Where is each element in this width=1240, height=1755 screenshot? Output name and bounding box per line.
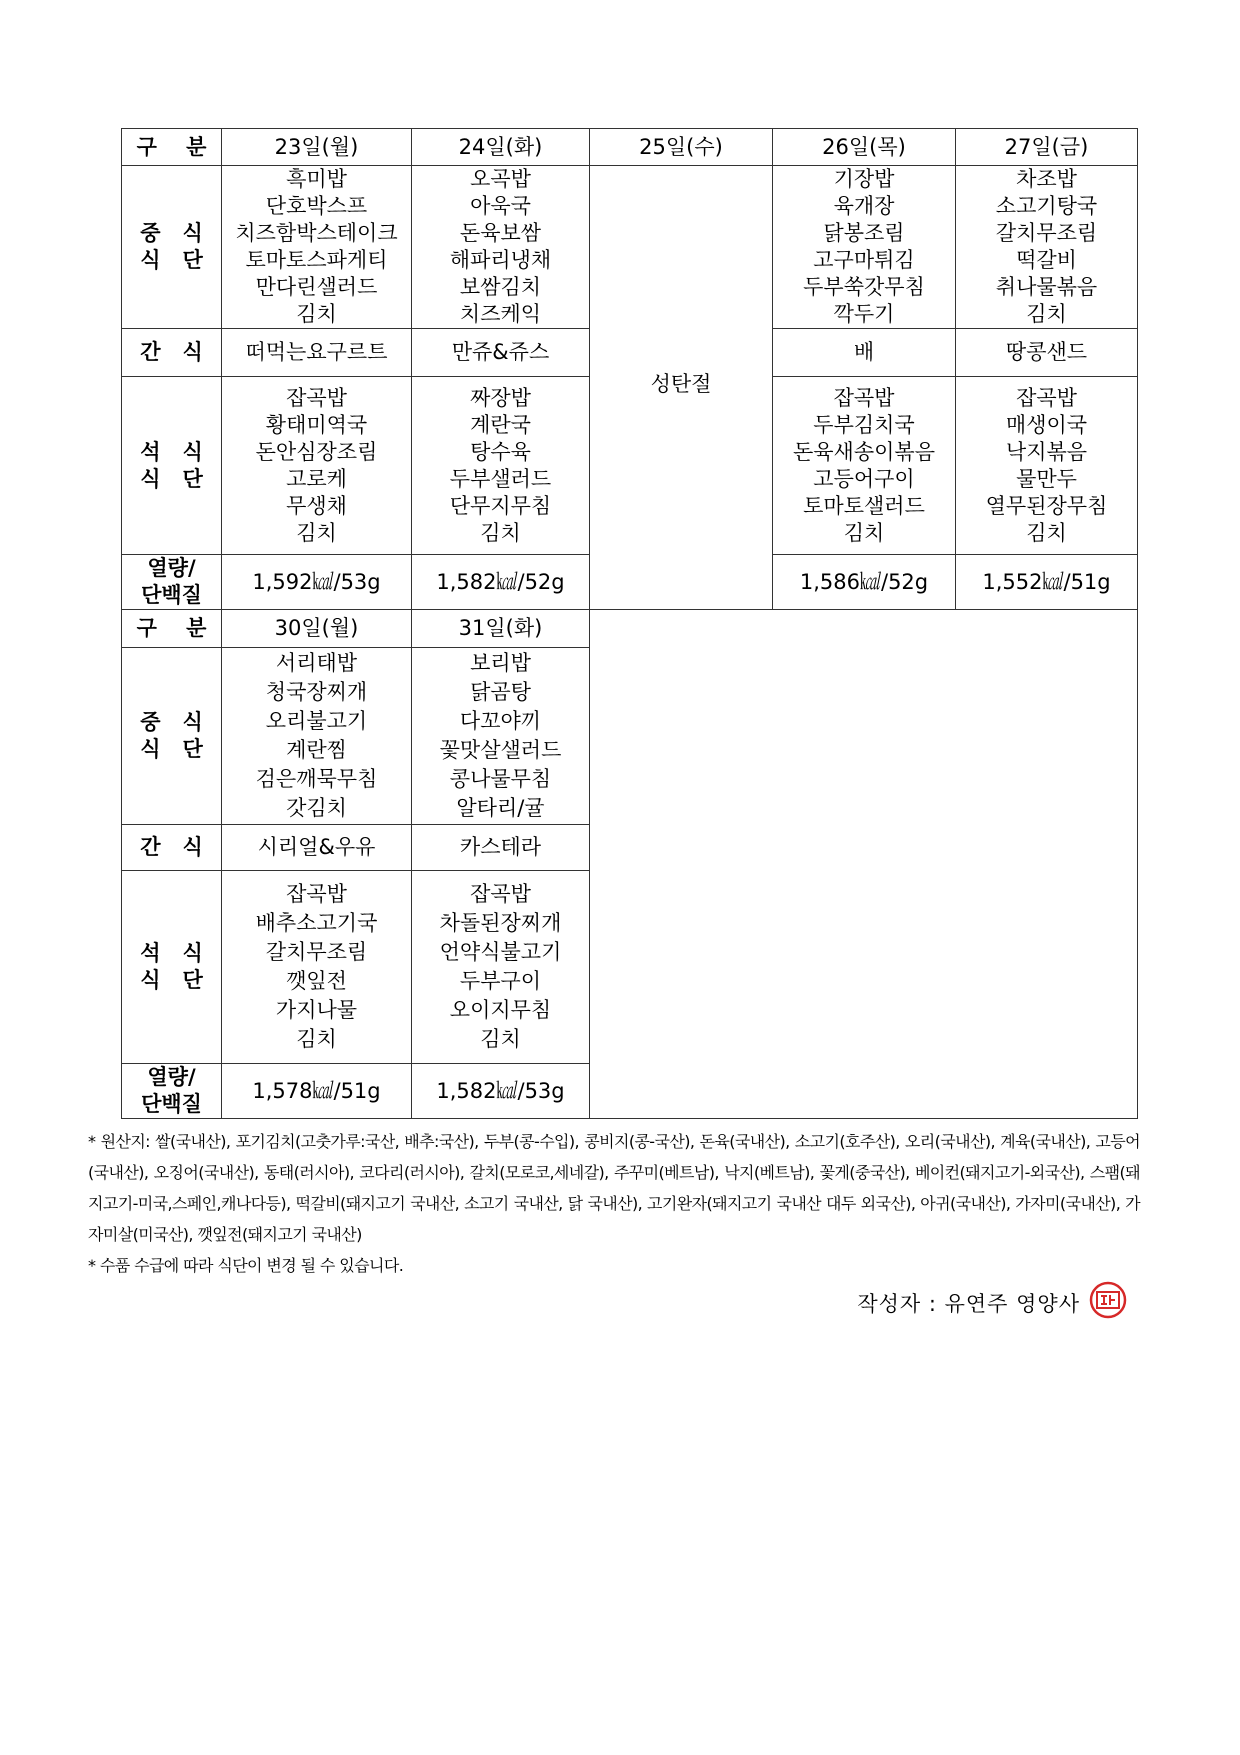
menu-item: 서리태밥 (275, 651, 358, 675)
menu-item: 치즈함박스테이크 (235, 221, 398, 245)
menu-item: 김치 (1026, 302, 1067, 326)
menu-item: 두부김치국 (813, 412, 915, 437)
menu-item: 갈치무조림 (995, 221, 1098, 245)
dinner-label-line2: 식 단 (140, 968, 203, 992)
dinner-31 (412, 871, 590, 1064)
notes-section (88, 1126, 1140, 1281)
menu-item: 언약식불고기 (439, 940, 562, 964)
lunch-27 (956, 166, 1138, 329)
menu-item: 배추소고기국 (255, 911, 378, 935)
menu-item: 차조밥 (1016, 167, 1077, 191)
menu-item: 김치 (1026, 520, 1067, 545)
energy-26: 1,586㎉/52g (773, 555, 956, 610)
energy-24: 1,582㎉/52g (412, 555, 590, 610)
menu-item: 기장밥 (833, 167, 895, 191)
menu-item: 떡갈비 (1016, 248, 1077, 272)
menu-item: 만다린샐러드 (255, 275, 378, 299)
meal-plan-table (121, 128, 1138, 1119)
dinner-30 (222, 871, 412, 1064)
menu-item: 고등어구이 (813, 466, 915, 491)
seal-stamp-icon (1088, 1280, 1128, 1320)
menu-item: 닭봉조림 (823, 221, 905, 245)
week2-header-row (122, 610, 1138, 648)
menu-item: 김치 (843, 520, 885, 545)
origin-note: * 원산지: 쌀(국내산), 포기김치(고춧가루:국산, 배추:국산), 두부(콩-수입), 콩비지(콩-국산), 돈육(국내산), 소고기(호주산), 오리(국내산), 계육(국내산), 고등어(국내산), 오징어(국내산), 동태(러시아), 코다리(러시아), 갈치(모로코,세네갈), 주꾸미(베트남), 낙지(베트남), 꽃게(중국산), 베이컨(돼지고기-외국산), 스팸(돼지고기-미국,스페인,캐나다등), 떡갈비(돼지고기 국내산, 소고기 국내산, 닭 국내산), 고기완자(돼지고기 국내산 대두 외국산), 아귀(국내산), 가자미(국내산), 가자미살(미국산), 깻잎전(돼지고기 국내산) (88, 1132, 1140, 1244)
day-header-26: 26일(목) (773, 129, 956, 166)
snack-23: 떠먹는요구르트 (222, 329, 412, 377)
menu-item: 김치 (480, 1027, 521, 1051)
menu-item: 낙지볶음 (1005, 439, 1088, 464)
menu-item: 돈안심장조림 (255, 439, 378, 464)
day-header-30: 30일(월) (222, 610, 412, 648)
menu-item: 오리불고기 (265, 709, 368, 733)
lunch-label-line1: 중 식 (140, 710, 203, 734)
menu-item: 단호박스프 (265, 194, 368, 218)
menu-item: 아욱국 (470, 194, 531, 218)
menu-item: 꽃맛살샐러드 (439, 738, 562, 762)
menu-item: 물만두 (1016, 466, 1077, 491)
dinner-27 (956, 377, 1138, 555)
menu-item: 무생채 (286, 493, 347, 518)
menu-item: 돈육보쌈 (459, 221, 542, 245)
week1-header-row (122, 129, 1138, 166)
lunch-23 (222, 166, 412, 329)
menu-item: 청국장찌개 (265, 680, 368, 704)
menu-item: 알타리/귤 (456, 796, 545, 820)
menu-item: 잡곡밥 (286, 385, 347, 410)
menu-item: 고로케 (286, 466, 347, 491)
week1-lunch-row (122, 166, 1138, 329)
menu-item: 잡곡밥 (833, 385, 895, 410)
menu-item: 김치 (296, 302, 337, 326)
menu-item: 잡곡밥 (470, 882, 531, 906)
menu-item: 잡곡밥 (286, 882, 347, 906)
menu-item: 오곡밥 (470, 167, 531, 191)
menu-item: 토마토스파게티 (245, 248, 388, 272)
snack-27: 땅콩샌드 (956, 329, 1138, 377)
menu-item: 육개장 (833, 194, 895, 218)
lunch-label (122, 166, 222, 329)
menu-item: 다꼬야끼 (459, 709, 542, 733)
energy-label (122, 555, 222, 610)
menu-item: 토마토샐러드 (803, 493, 925, 518)
menu-item: 닭곰탕 (470, 680, 531, 704)
holiday-25 (590, 166, 773, 610)
lunch-31 (412, 648, 590, 825)
menu-item: 보리밥 (470, 651, 531, 675)
menu-item: 고구마튀김 (813, 248, 915, 272)
menu-item: 치즈케익 (459, 302, 542, 326)
snack-label: 간 식 (122, 329, 222, 377)
header-label: 구 분 (122, 129, 222, 166)
energy-label-line1: 열량/ (147, 556, 196, 580)
day-header-24: 24일(화) (412, 129, 590, 166)
menu-item: 열무된장무침 (985, 493, 1108, 518)
menu-item: 보쌈김치 (459, 275, 542, 299)
menu-item: 김치 (296, 1027, 337, 1051)
lunch-label (122, 648, 222, 825)
dinner-24 (412, 377, 590, 555)
lunch-label-line1: 중 식 (140, 221, 203, 245)
menu-item: 짜장밥 (470, 385, 531, 410)
snack-30: 시리얼&우유 (222, 825, 412, 871)
lunch-label-line2: 식 단 (140, 248, 203, 272)
dinner-label-line1: 석 식 (140, 439, 203, 464)
dinner-26 (773, 377, 956, 555)
menu-item: 김치 (296, 520, 337, 545)
menu-item: 잡곡밥 (1016, 385, 1077, 410)
menu-item: 두부샐러드 (449, 466, 552, 491)
snack-label: 간 식 (122, 825, 222, 871)
menu-item: 갓김치 (286, 796, 347, 820)
empty-area (590, 610, 1138, 1119)
menu-item: 황태미역국 (265, 412, 368, 437)
menu-item: 차돌된장찌개 (439, 911, 562, 935)
energy-label (122, 1064, 222, 1119)
change-note: * 수품 수급에 따라 식단이 변경 될 수 있습니다. (88, 1256, 404, 1275)
author-line: 작성자 : 유연주 영양사 (857, 1292, 1080, 1316)
menu-item: 두부쑥갓무침 (803, 275, 925, 299)
snack-24: 만쥬&쥬스 (412, 329, 590, 377)
day-header-31: 31일(화) (412, 610, 590, 648)
dinner-23 (222, 377, 412, 555)
energy-23: 1,592㎉/53g (222, 555, 412, 610)
energy-label-line2: 단백질 (141, 583, 202, 607)
menu-item: 소고기탕국 (995, 194, 1098, 218)
snack-26: 배 (773, 329, 956, 377)
lunch-26 (773, 166, 956, 329)
menu-item: 김치 (480, 520, 521, 545)
energy-27: 1,552㎉/51g (956, 555, 1138, 610)
day-header-23: 23일(월) (222, 129, 412, 166)
menu-item: 검은깨묵무침 (255, 767, 378, 791)
energy-31: 1,582㎉/53g (412, 1064, 590, 1119)
header-label: 구 분 (122, 610, 222, 648)
energy-30: 1,578㎉/51g (222, 1064, 412, 1119)
lunch-label-line2: 식 단 (140, 737, 203, 761)
menu-item: 계란찜 (286, 738, 347, 762)
menu-item: 해파리냉채 (449, 248, 552, 272)
menu-item: 취나물볶음 (995, 275, 1098, 299)
menu-item: 매생이국 (1005, 412, 1088, 437)
menu-item: 계란국 (470, 412, 531, 437)
day-header-27: 27일(금) (956, 129, 1138, 166)
menu-item: 두부구이 (459, 969, 542, 993)
menu-item: 깍두기 (833, 302, 895, 326)
menu-item: 갈치무조림 (265, 940, 368, 964)
menu-item: 가지나물 (275, 998, 358, 1022)
dinner-label (122, 871, 222, 1064)
dinner-label (122, 377, 222, 555)
energy-label-line2: 단백질 (141, 1092, 202, 1116)
menu-item: 돈육새송이볶음 (792, 439, 935, 464)
menu-item: 단무지무침 (449, 493, 552, 518)
dinner-label-line2: 식 단 (140, 466, 203, 491)
day-header-25: 25일(수) (590, 129, 773, 166)
dinner-label-line1: 석 식 (140, 941, 203, 965)
lunch-24 (412, 166, 590, 329)
menu-item: 오이지무침 (449, 998, 552, 1022)
snack-31: 카스테라 (412, 825, 590, 871)
menu-item: 탕수육 (470, 439, 531, 464)
energy-label-line1: 열량/ (147, 1065, 196, 1089)
holiday-label: 성탄절 (650, 372, 712, 396)
menu-item: 콩나물무침 (449, 767, 552, 791)
menu-item: 깻잎전 (286, 969, 347, 993)
lunch-30 (222, 648, 412, 825)
menu-item: 흑미밥 (286, 167, 347, 191)
